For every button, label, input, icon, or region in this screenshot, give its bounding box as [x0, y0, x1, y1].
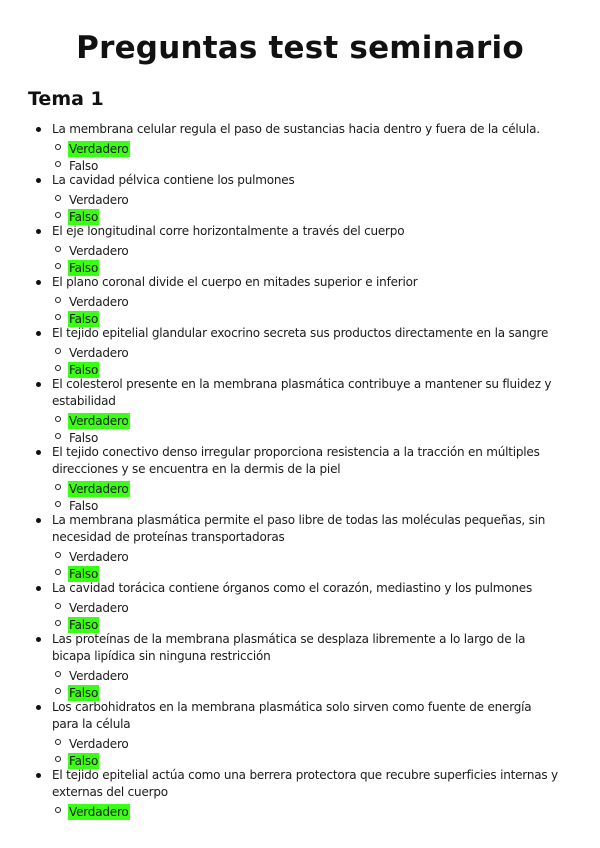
option-item: [52, 257, 560, 274]
circle-bullet-icon: [55, 365, 61, 371]
bullet-icon: [36, 178, 41, 183]
correct-answer-highlight: Falso: [69, 261, 99, 275]
correct-answer-highlight: Falso: [69, 312, 99, 326]
option-list: [52, 138, 560, 172]
option-item: [52, 155, 560, 172]
option-text: Verdadero: [69, 346, 129, 360]
option-item: [52, 495, 560, 512]
question-text: El tejido epitelial glandular exocrino secreta sus productos directamente en la sangre: [52, 326, 549, 340]
question-item: [0, 274, 600, 325]
question-text: Los carbohidratos en la membrana plasmática solo sirven como fuente de energía para la célula: [52, 700, 532, 731]
option-list: [52, 597, 560, 631]
option-item: [52, 206, 560, 223]
option-text: Verdadero: [69, 193, 129, 207]
option-text: Verdadero: [69, 244, 129, 258]
circle-bullet-icon: [55, 348, 61, 354]
bullet-icon: [36, 127, 41, 132]
question-item: [0, 767, 600, 818]
option-list: [52, 410, 560, 444]
circle-bullet-icon: [55, 212, 61, 218]
circle-bullet-icon: [55, 501, 61, 507]
circle-bullet-icon: [55, 603, 61, 609]
option-list: [52, 478, 560, 512]
correct-answer-highlight: Falso: [69, 754, 99, 768]
question-text: El tejido conectivo denso irregular proporciona resistencia a la tracción en múltiples direcciones y se encuentra en la dermis de la piel: [52, 445, 540, 476]
question-text: La cavidad torácica contiene órganos como el corazón, mediastino y los pulmones: [52, 581, 533, 595]
page-title: Preguntas test seminario: [76, 30, 524, 66]
correct-answer-highlight: Falso: [69, 567, 99, 581]
option-list: [52, 546, 560, 580]
question-text: El tejido epitelial actúa como una berrera protectora que recubre superficies internas y externas del cuerpo: [52, 768, 558, 799]
question-text: La membrana plasmática permite el paso libre de todas las moléculas pequeñas, sin necesidad de proteínas transportadoras: [52, 513, 546, 544]
circle-bullet-icon: [55, 416, 61, 422]
circle-bullet-icon: [55, 552, 61, 558]
option-item: [52, 359, 560, 376]
option-text: Falso: [69, 431, 99, 445]
bullet-icon: [36, 586, 41, 591]
option-item: [52, 291, 560, 308]
circle-bullet-icon: [55, 688, 61, 694]
option-text: Verdadero: [69, 669, 129, 683]
question-text: Las proteínas de la membrana plasmática se desplaza libremente a lo largo de la bicapa lipídica sin ninguna restricción: [52, 632, 526, 663]
question-text: El colesterol presente en la membrana plasmática contribuye a mantener su fluidez y estabilidad: [52, 377, 552, 408]
option-item: [52, 597, 560, 614]
option-item: [52, 138, 560, 155]
bullet-icon: [36, 637, 41, 642]
question-item: [0, 121, 600, 172]
bullet-icon: [36, 331, 41, 336]
correct-answer-highlight: Verdadero: [69, 805, 129, 819]
circle-bullet-icon: [55, 161, 61, 167]
option-list: [52, 189, 560, 223]
question-item: [0, 580, 600, 631]
option-list: [52, 291, 560, 325]
bullet-icon: [36, 382, 41, 387]
question-item: [0, 376, 600, 444]
option-text: Falso: [69, 499, 99, 513]
option-item: [52, 189, 560, 206]
option-list: [52, 801, 560, 818]
option-text: Verdadero: [69, 295, 129, 309]
option-text: Verdadero: [69, 737, 129, 751]
option-text: Falso: [69, 159, 99, 173]
correct-answer-highlight: Falso: [69, 210, 99, 224]
bullet-icon: [36, 229, 41, 234]
circle-bullet-icon: [55, 263, 61, 269]
option-item: [52, 427, 560, 444]
question-text: El eje longitudinal corre horizontalmente a través del cuerpo: [52, 224, 405, 238]
circle-bullet-icon: [55, 739, 61, 745]
circle-bullet-icon: [55, 569, 61, 575]
question-text: La cavidad pélvica contiene los pulmones: [52, 173, 295, 187]
option-list: [52, 665, 560, 699]
option-item: [52, 478, 560, 495]
circle-bullet-icon: [55, 620, 61, 626]
correct-answer-highlight: Falso: [69, 686, 99, 700]
option-item: [52, 410, 560, 427]
question-item: [0, 512, 600, 580]
circle-bullet-icon: [55, 144, 61, 150]
question-item: [0, 325, 600, 376]
option-item: [52, 308, 560, 325]
option-text: Verdadero: [69, 550, 129, 564]
option-list: [52, 240, 560, 274]
correct-answer-highlight: Verdadero: [69, 482, 129, 496]
circle-bullet-icon: [55, 195, 61, 201]
option-list: [52, 342, 560, 376]
circle-bullet-icon: [55, 671, 61, 677]
option-item: [52, 342, 560, 359]
circle-bullet-icon: [55, 297, 61, 303]
correct-answer-highlight: Verdadero: [69, 142, 129, 156]
option-item: [52, 240, 560, 257]
correct-answer-highlight: Falso: [69, 618, 99, 632]
option-item: [52, 801, 560, 818]
circle-bullet-icon: [55, 807, 61, 813]
option-item: [52, 665, 560, 682]
question-item: [0, 699, 600, 767]
section-heading: Tema 1: [28, 88, 104, 110]
circle-bullet-icon: [55, 484, 61, 490]
circle-bullet-icon: [55, 314, 61, 320]
option-item: [52, 750, 560, 767]
correct-answer-highlight: Verdadero: [69, 414, 129, 428]
question-item: [0, 223, 600, 274]
circle-bullet-icon: [55, 756, 61, 762]
question-text: La membrana celular regula el paso de sustancias hacia dentro y fuera de la célula.: [52, 122, 540, 136]
bullet-icon: [36, 450, 41, 455]
circle-bullet-icon: [55, 433, 61, 439]
bullet-icon: [36, 518, 41, 523]
option-item: [52, 682, 560, 699]
question-text: El plano coronal divide el cuerpo en mitades superior e inferior: [52, 275, 418, 289]
option-item: [52, 563, 560, 580]
option-text: Verdadero: [69, 601, 129, 615]
bullet-icon: [36, 705, 41, 710]
option-list: [52, 733, 560, 767]
question-item: [0, 631, 600, 699]
circle-bullet-icon: [55, 246, 61, 252]
option-item: [52, 733, 560, 750]
option-item: [52, 546, 560, 563]
question-item: [0, 444, 600, 512]
question-list: [0, 121, 600, 818]
option-item: [52, 614, 560, 631]
question-item: [0, 172, 600, 223]
bullet-icon: [36, 280, 41, 285]
correct-answer-highlight: Falso: [69, 363, 99, 377]
bullet-icon: [36, 773, 41, 778]
